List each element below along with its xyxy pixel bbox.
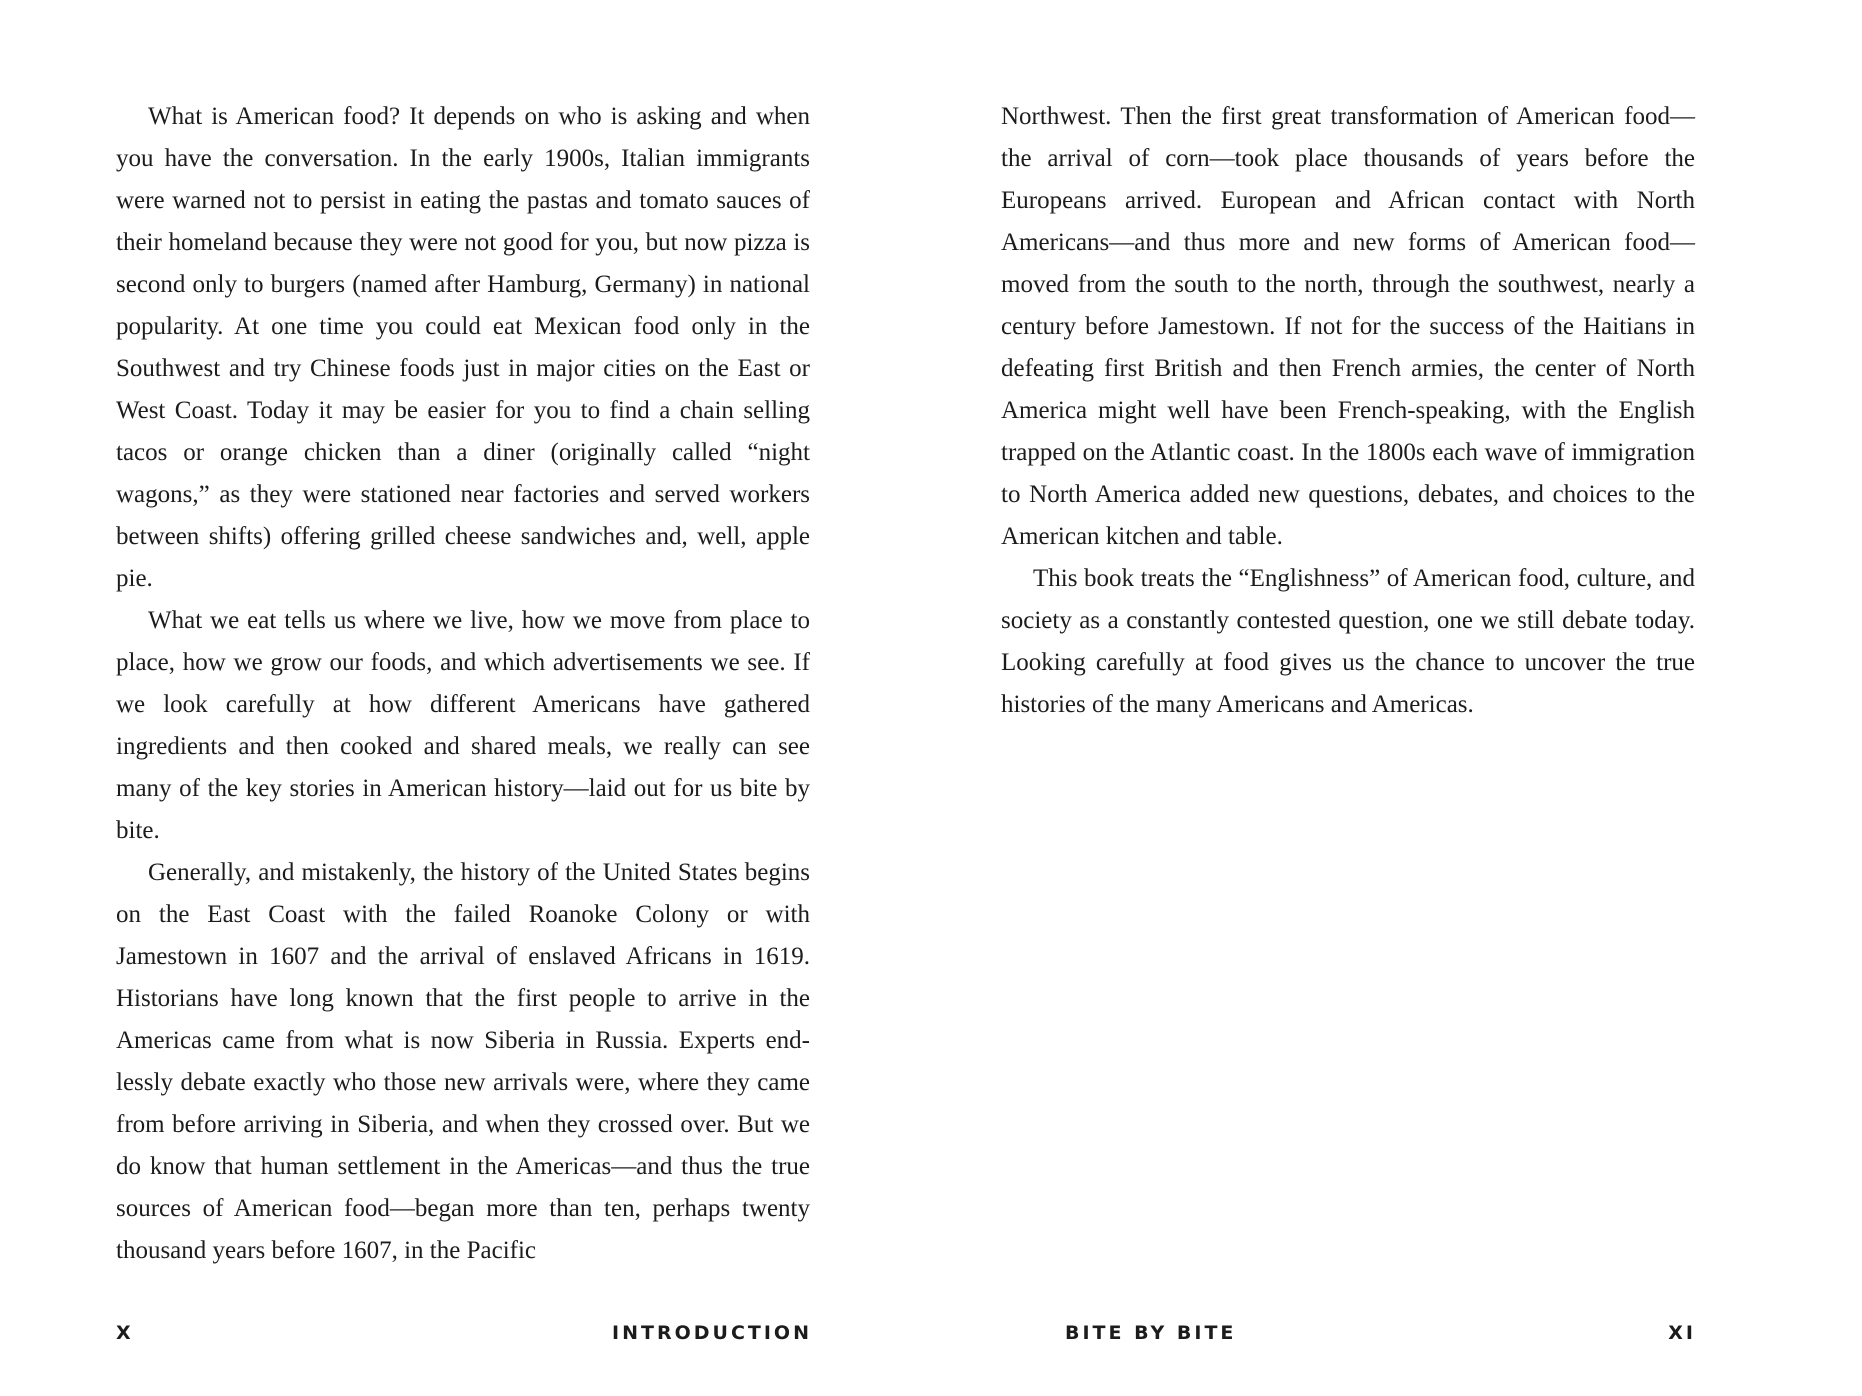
right-page (931, 0, 1862, 1396)
paragraph-continued: Northwest. Then the first great transformation of American food—the arrival of corn—took place thousands of years before the Europeans arrived. European and African contact with North Americans—and thus more and new forms of American food—moved from the south to the north, through the southwest, nearly a century before Jamestown. If not for the success of the Haitians in defeating first British and then French armies, the center of North America might well have been French-speaking, with the English trapped on the Atlantic coast. In the 1800s each wave of immigration to North America added new questions, debates, and choices to the American kitchen and table. (1001, 103, 1695, 550)
paragraph: What is American food? It depends on who is asking and when you have the conversation. In the early 1900s, Italian immigrants were warned not to persist in eating the pastas and tomato sauces of their homeland because they were not good for you, but now pizza is second only to burgers (named after Hamburg, Germany) in national popularity. At one time you could eat Mexican food only in the Southwest and try Chinese foods just in major cities on the East or West Coast. Today it may be easier for you to find a chain selling tacos or orange chicken than a diner (originally called “night wagons,” as they were stationed near factories and served workers between shifts) offering grilled cheese sandwiches and, well, apple pie. (116, 103, 810, 592)
left-page-body (116, 96, 810, 1272)
page-number: XI (1668, 1322, 1696, 1344)
page-number: X (116, 1322, 134, 1344)
running-head: BITE BY BITE (1065, 1322, 1237, 1344)
paragraph: What we eat tells us where we live, how we move from place to place, how we grow our foods, and which advertisements we see. If we look carefully at how different Americans have gathered ingredients and then cooked and shared meals, we really can see many of the key stories in American history—laid out for us bite by bite. (116, 607, 810, 844)
running-head: INTRODUCTION (612, 1322, 812, 1344)
paragraph: This book treats the “Englishness” of American food, culture, and society as a constantly contested question, one we still debate today. Looking carefully at food gives us the chance to uncover the true histories of the many Americans and Americas. (1001, 565, 1695, 718)
paragraph: Generally, and mistakenly, the history of the United States begins on the East Coast with the failed Roanoke Colony or with Jamestown in 1607 and the arrival of enslaved Africans in 1619. Historians have long known that the first people to arrive in the Americas came from what is now Siberia in Russia. Experts endlessly debate exactly who those new arrivals were, where they came from before arriving in Siberia, and when they crossed over. But we do know that human settlement in the Americas—and thus the true sources of American food—began more than ten, perhaps twenty thousand years before 1607, in the Pacific (116, 859, 810, 1264)
right-page-body (1001, 96, 1695, 726)
